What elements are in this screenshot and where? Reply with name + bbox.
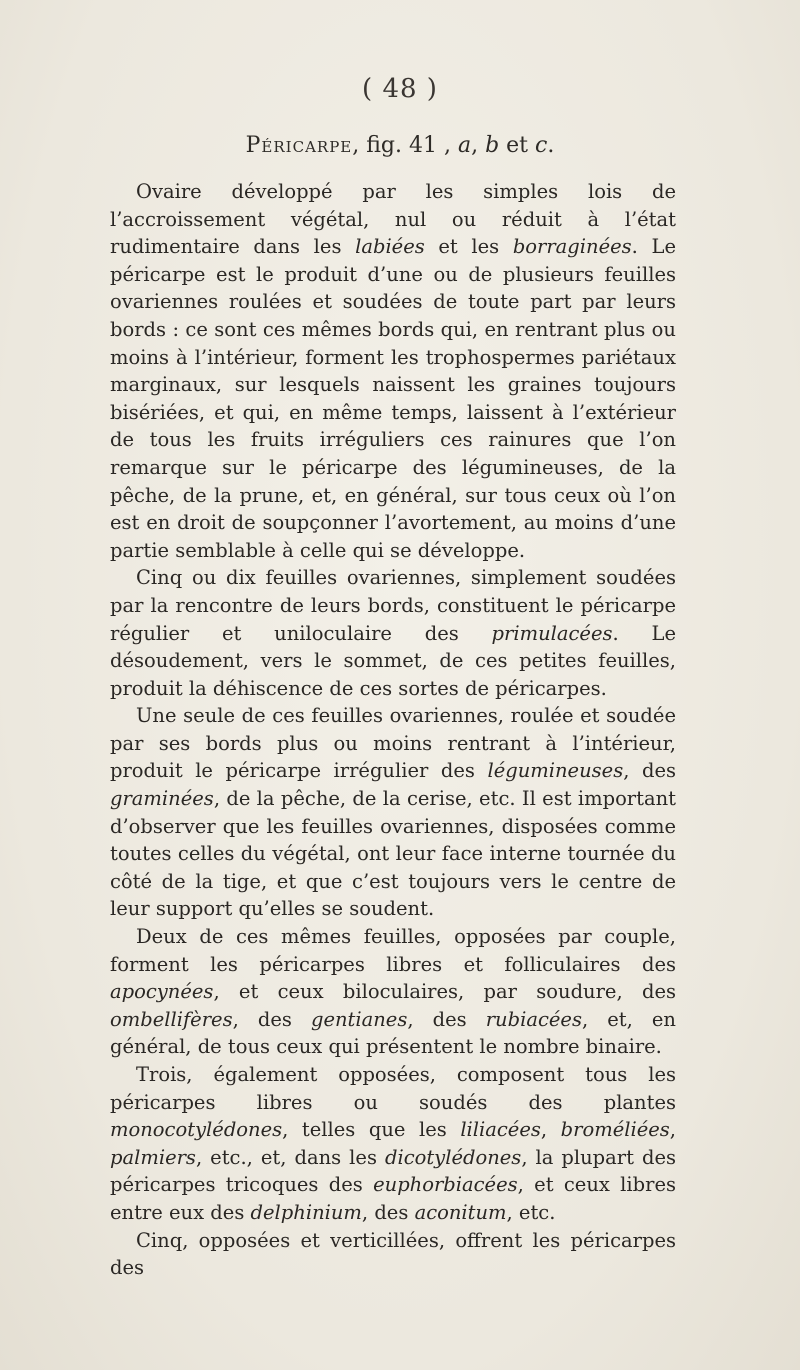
heading-part-b: b	[485, 133, 500, 158]
italic-term: liliacées	[460, 1118, 541, 1142]
text-run: Ovaire développé par les simples lois de l’accroissement végétal, nul ou réduit à l’état rudimentaire dans les	[110, 180, 676, 259]
text-run: . Le péricarpe est le produit d’une ou de plusieurs feuilles ovariennes roulées et soudées de toute part par leurs bords : ce sont ces mêmes bords qui, en rentrant plus ou moins à l’intérieur, forment les trophospermes pariétaux marginaux, sur lesquels naissent les graines toujours bisériées, et qui, en même temps, laissent à l’extérieur de tous les fruits irréguliers ces rainures que l’on remarque sur le péricarpe des légumineuses, de la pêche, de la prune, et, en général, sur tous ceux où l’on est en droit de soupçonner l’avortement, au moins d’une partie semblable à celle qui se développe.	[110, 235, 676, 562]
text-run: Une seule de ces feuilles ovariennes, roulée et soudée par ses bords plus ou moins rentrant à l’intérieur, produit le péricarpe irrégulier des	[110, 704, 676, 783]
paragraph	[110, 178, 676, 564]
section-heading	[0, 133, 800, 158]
italic-term: rubiacées	[485, 1007, 582, 1031]
italic-term: labiées	[355, 235, 425, 259]
paragraph	[110, 1061, 676, 1227]
text-run: ,	[540, 1118, 561, 1142]
italic-term: palmiers	[110, 1145, 196, 1169]
text-run: , des	[407, 1007, 486, 1031]
italic-term: gentianes	[310, 1007, 408, 1031]
text-run: Cinq, opposées et verticillées, offrent les péricarpes des	[110, 1228, 676, 1280]
text-run: Trois, également opposées, composent tous les péricarpes libres ou soudés des plantes	[110, 1063, 676, 1114]
heading-figure-ref: , fig. 41 ,	[352, 133, 458, 158]
heading-term: Péricarpe	[245, 133, 353, 158]
text-run: et les	[424, 235, 513, 259]
text-run: , la plupart des péricarpes tricoques des	[110, 1145, 676, 1197]
italic-term: dicotylédones	[384, 1145, 522, 1169]
text-run: Deux de ces mêmes feuilles, opposées par couple, forment les péricarpes libres et folliculaires des	[110, 925, 676, 976]
text-run: , des	[361, 1200, 415, 1224]
heading-sep: ,	[471, 133, 486, 158]
heading-part-a: a	[457, 133, 472, 158]
italic-term: apocynées	[110, 980, 214, 1004]
text-run: , etc., et, dans les	[195, 1145, 385, 1169]
page-number: ( 48 )	[362, 74, 438, 104]
italic-term: broméliées	[560, 1118, 670, 1142]
text-run: , et ceux libres entre eux des	[110, 1173, 677, 1224]
body-text	[110, 178, 676, 1282]
text-run: Cinq ou dix feuilles ovariennes, simplement soudées par la rencontre de leurs bords, constituent le péricarpe régulier et uniloculaire des	[110, 566, 676, 645]
paragraph	[110, 702, 676, 923]
italic-term: légumineuses	[487, 759, 624, 783]
text-run: ,	[669, 1118, 676, 1142]
text-run: , telles que les	[282, 1118, 461, 1142]
paragraph	[110, 564, 676, 702]
heading-part-c: c	[535, 133, 548, 158]
text-run: , et, en général, de tous ceux qui présentent le nombre binaire.	[110, 1007, 676, 1059]
paragraph	[110, 1227, 676, 1282]
heading-and: et	[499, 133, 536, 158]
text-run: , des	[623, 759, 676, 783]
heading-period: .	[547, 133, 555, 158]
italic-term: ombellifères	[110, 1007, 233, 1031]
italic-term: primulacées	[491, 621, 613, 645]
paragraph	[110, 923, 676, 1061]
text-run: . Le désoudement, vers le sommet, de ces petites feuilles, produit la déhiscence de ces sortes de péricarpes.	[110, 621, 676, 700]
italic-term: delphinium	[250, 1200, 362, 1224]
italic-term: borraginées	[512, 235, 632, 259]
italic-term: euphorbiacées	[373, 1173, 518, 1197]
italic-term: graminées	[110, 787, 214, 811]
text-run: , et ceux biloculaires, par soudure, des	[213, 980, 676, 1004]
italic-term: monocotylédones	[110, 1118, 283, 1142]
text-run: , etc.	[506, 1200, 556, 1224]
text-run: , de la pêche, de la cerise, etc. Il est important d’observer que les feuilles ovariennes, disposées comme toutes celles du végétal, ont leur face interne tournée du côté de la tige, et que c’est toujours vers le centre de leur support qu’elles se soudent.	[110, 787, 676, 921]
text-run: , des	[232, 1007, 311, 1031]
italic-term: aconitum	[414, 1200, 507, 1224]
